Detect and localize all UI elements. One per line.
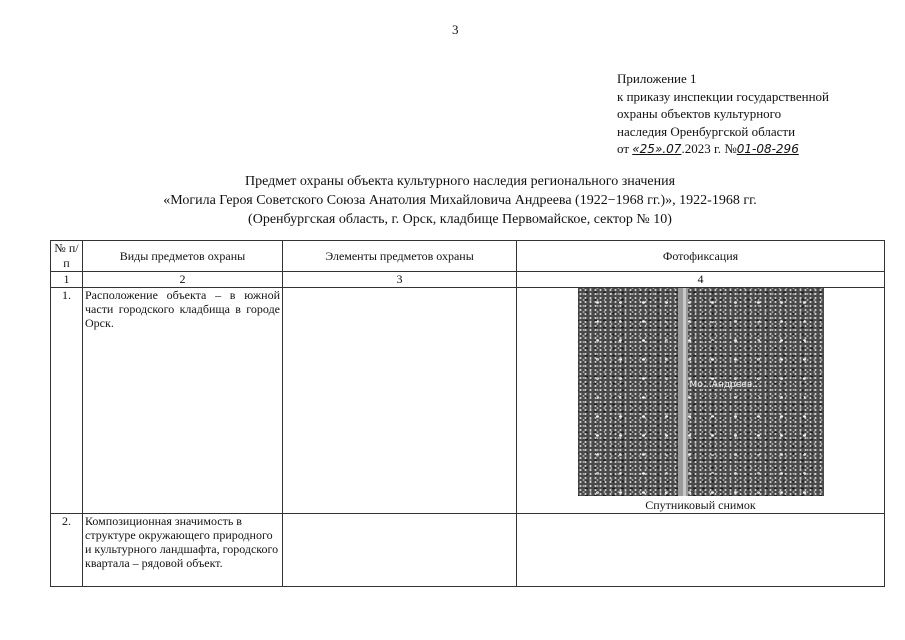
column-number: 4: [517, 272, 885, 288]
page-number: 3: [452, 22, 459, 37]
row-photo: [517, 514, 885, 587]
column-number: 1: [51, 272, 83, 288]
title-line: «Могила Героя Советского Союза Анатолия Михайловича Андреева (1922−1968 гг.)», 1922-1968 гг.: [163, 193, 757, 208]
order-number-prefix: №: [724, 141, 737, 156]
row-type: Расположение объекта – в южной части городского кладбища в городе Орск.: [83, 288, 283, 514]
row-type: Композиционная значимость в структуре окружающего природного и культурного ландшафта, городского квартала – рядовой объект.: [83, 514, 283, 587]
header-cell-elements: Элементы предметов охраны: [283, 241, 517, 272]
table-row: [51, 514, 885, 587]
order-date-line: [617, 140, 887, 159]
order-number-handwritten: 01-08-296: [736, 142, 799, 156]
appendix-block: [617, 70, 887, 159]
photo-caption: Спутниковый снимок: [645, 498, 756, 512]
order-year: .2023 г.: [681, 141, 722, 156]
table-row: [51, 288, 885, 514]
protection-subject-table: [50, 240, 885, 587]
header-cell-types: Виды предметов охраны: [83, 241, 283, 272]
column-number: 2: [83, 272, 283, 288]
title-line: (Оренбургская область, г. Орск, кладбище Первомайское, сектор № 10): [248, 212, 672, 227]
appendix-line: охраны объектов культурного: [617, 106, 782, 121]
column-number-row: [51, 272, 885, 288]
row-elements: [283, 514, 517, 587]
satellite-road-center: [683, 288, 686, 496]
row-elements: [283, 288, 517, 514]
document-title: [100, 172, 820, 229]
satellite-marker-label: Мо…Андреев…: [689, 380, 762, 390]
date-prefix: от: [617, 141, 630, 156]
appendix-line: к приказу инспекции государственной: [617, 88, 829, 104]
row-number: 2.: [51, 514, 83, 587]
header-cell-photo: Фотофиксация: [517, 241, 885, 272]
header-row: [51, 241, 885, 272]
satellite-image: [578, 288, 824, 496]
row-number: 1.: [51, 288, 83, 514]
order-date-handwritten: «25».07: [632, 142, 682, 156]
title-line: Предмет охраны объекта культурного наследия регионального значения: [244, 174, 676, 189]
appendix-line: наследия Оренбургской области: [617, 123, 796, 139]
appendix-line: Приложение 1: [617, 71, 697, 86]
header-cell-number: № п/п: [51, 241, 83, 272]
column-number: 3: [283, 272, 517, 288]
row-photo: [517, 288, 885, 514]
